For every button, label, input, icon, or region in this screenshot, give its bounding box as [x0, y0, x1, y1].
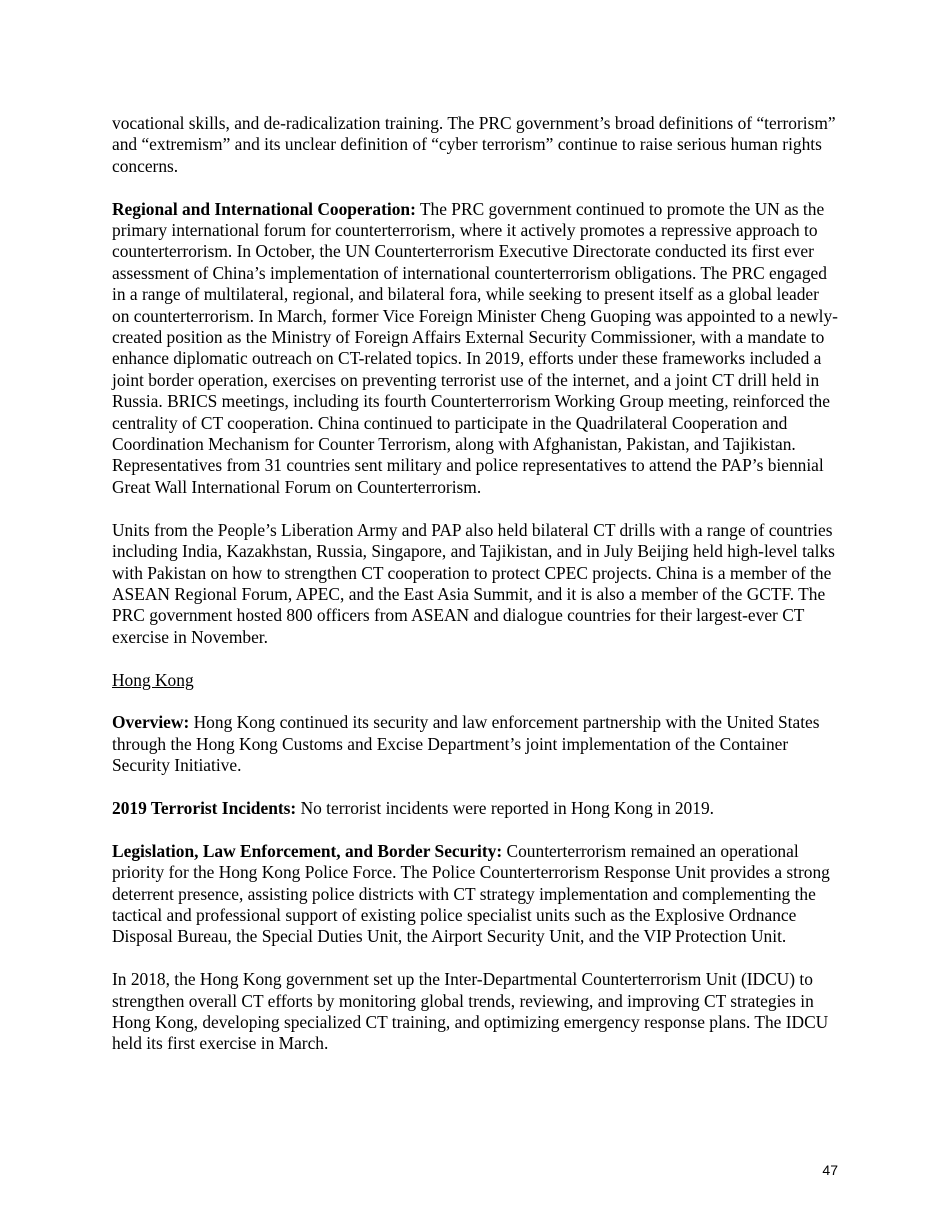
paragraph-text: The PRC government continued to promote the UN as the primary international forum for counterterrorism, where it actively promotes a repressive approach to counterterrorism. In October, the UN Counterterrorism Executive Directorate conducted its first ever assessment of China’s implementation of international counterterrorism obligations. The PRC engaged in a range of multilateral, regional, and bilateral fora, while seeking to present itself as a global leader on counterterrorism. In March, former Vice Foreign Minister Cheng Guoping was appointed to a newly-created position as the Ministry of Foreign Affairs External Security Commissioner, with a mandate to enhance diplomatic outreach on CT-related topics. In 2019, efforts under these frameworks included a joint border operation, exercises on preventing terrorist use of the internet, and a joint CT drill held in Russia. BRICS meetings, including its fourth Counterterrorism Working Group meeting, reinforced the centrality of CT cooperation. China continued to participate in the Quadrilateral Cooperation and Coordination Mechanism for Counter Terrorism, along with Afghanistan, Pakistan, and Tajikistan. Representatives from 31 countries sent military and police representatives to attend the PAP’s biennial Great Wall International Forum on Counterterrorism.	[112, 198, 838, 497]
paragraph-text: vocational skills, and de-radicalization training. The PRC government’s broad definitions of “terrorism” and “extremism” and its unclear definition of “cyber terrorism” continue to raise serious human rights concerns.	[112, 113, 836, 176]
document-body	[112, 113, 840, 1076]
paragraph-lead-heading: Overview:	[112, 712, 190, 733]
paragraph-lead-heading: 2019 Terrorist Incidents:	[112, 797, 297, 818]
paragraph-legislation	[112, 841, 840, 948]
paragraph-text: In 2018, the Hong Kong government set up the Inter-Departmental Counterterrorism Unit (IDCU) to strengthen overall CT efforts by monitoring global trends, reviewing, and improving CT strategies in Hong Kong, developing specialized CT training, and optimizing emergency response plans. The IDCU held its first exercise in March.	[112, 969, 829, 1054]
paragraph-terrorist-incidents	[112, 798, 840, 819]
page-number: 47	[822, 1162, 838, 1178]
section-heading-hong-kong: Hong Kong	[112, 669, 194, 690]
paragraph-deradicalization	[112, 113, 840, 177]
paragraph-regional-cooperation	[112, 199, 840, 499]
paragraph-text: Units from the People’s Liberation Army and PAP also held bilateral CT drills with a range of countries including India, Kazakhstan, Russia, Singapore, and Tajikistan, and in July Beijing held high-level talks with Pakistan on how to strengthen CT cooperation to protect CPEC projects. China is a member of the ASEAN Regional Forum, APEC, and the East Asia Summit, and it is also a member of the GCTF. The PRC government hosted 800 officers from ASEAN and dialogue countries for their largest-ever CT exercise in November.	[112, 519, 835, 647]
paragraph-bilateral-drills	[112, 520, 840, 648]
paragraph-idcu	[112, 969, 840, 1055]
paragraph-text: Hong Kong continued its security and law enforcement partnership with the United States through the Hong Kong Customs and Excise Department’s joint implementation of the Container Security Initiative.	[112, 712, 820, 776]
paragraph-overview	[112, 712, 840, 776]
paragraph-lead-heading: Regional and International Cooperation:	[112, 198, 416, 219]
paragraph-text: Counterterrorism remained an operational priority for the Hong Kong Police Force. The Police Counterterrorism Response Unit provides a strong deterrent presence, assisting police districts with CT strategy implementation and complementing the tactical and professional support of existing police specialist units such as the Explosive Ordnance Disposal Bureau, the Special Duties Unit, the Airport Security Unit, and the VIP Protection Unit.	[112, 840, 830, 947]
paragraph-text: No terrorist incidents were reported in Hong Kong in 2019.	[296, 797, 714, 818]
paragraph-lead-heading: Legislation, Law Enforcement, and Border Security:	[112, 840, 503, 861]
